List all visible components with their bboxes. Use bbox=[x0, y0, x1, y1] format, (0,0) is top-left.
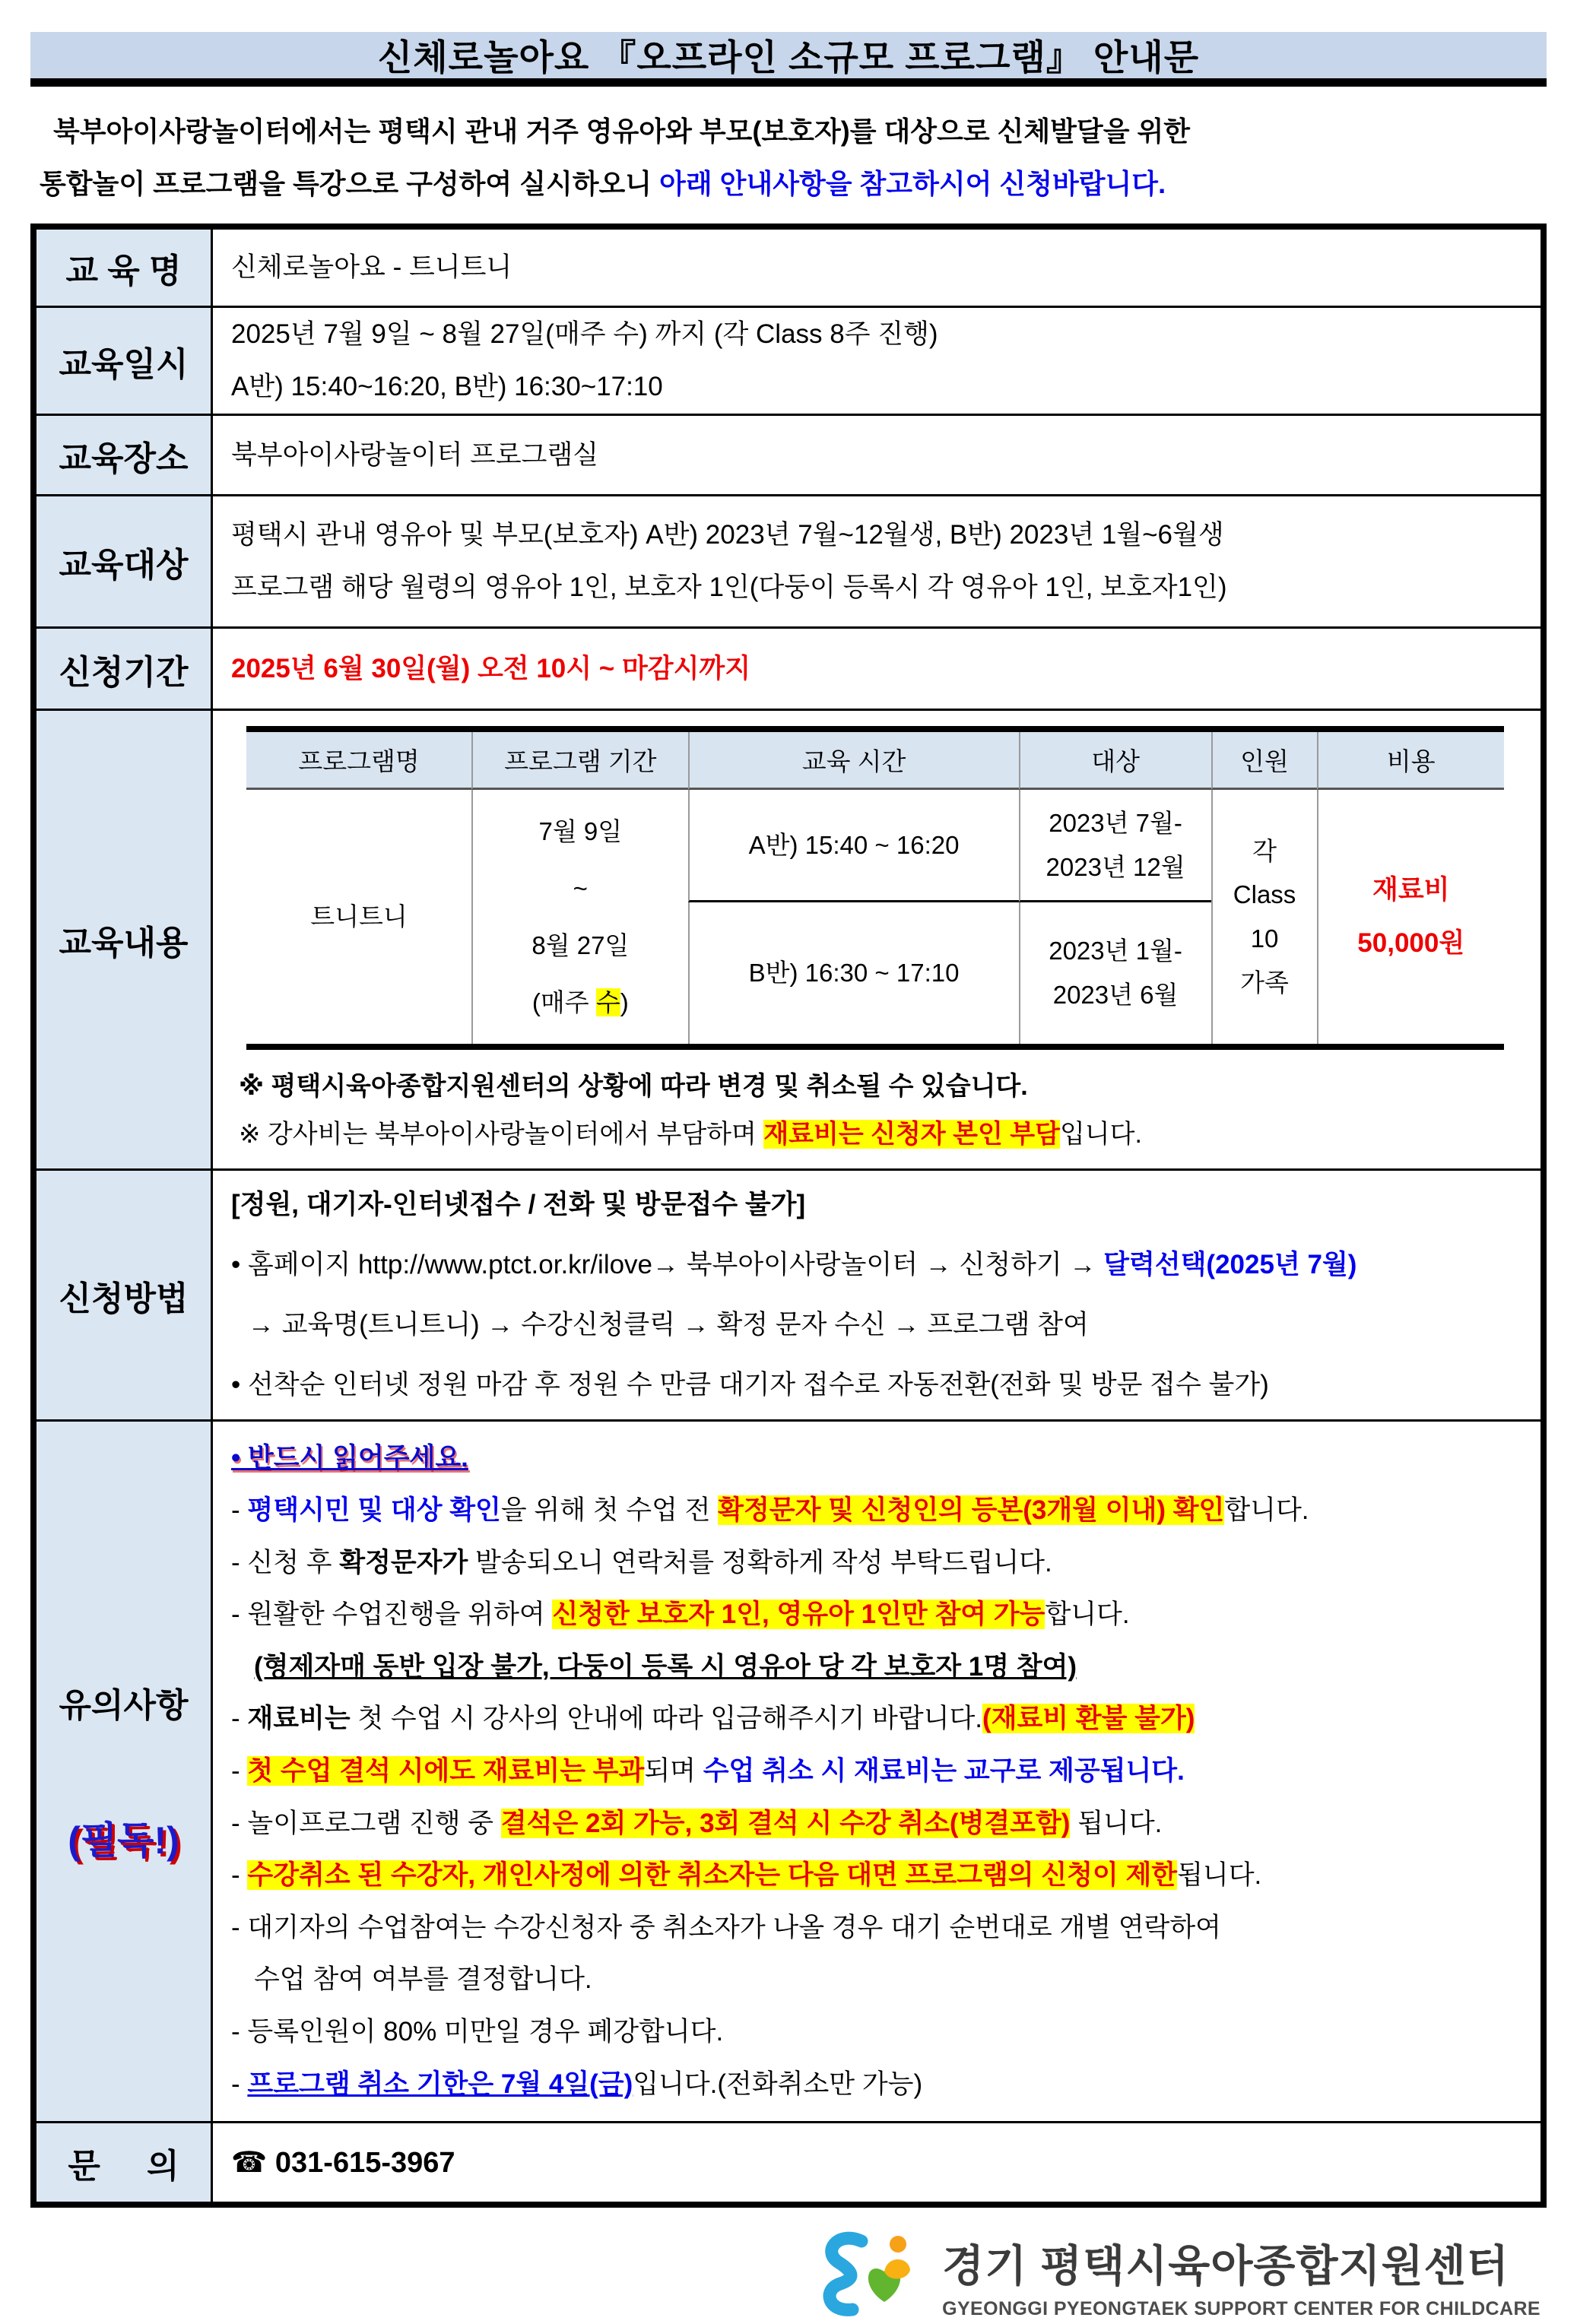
row-value-contact bbox=[213, 2123, 1541, 2202]
target-line-1: 평택시 관내 영유아 및 부모(보호자) A반) 2023년 7월~12월생, B반) 2023년 1월~6월생 bbox=[231, 520, 1224, 550]
logo-orange-body bbox=[884, 2259, 910, 2279]
program-period-weekday: (매주 수) bbox=[531, 988, 629, 1017]
intro-highlight-blue: 아래 안내사항을 참고하시어 신청바랍니다. bbox=[659, 168, 1166, 200]
logo-orange-head bbox=[890, 2236, 906, 2253]
row-label-education-content: 교육내용 bbox=[36, 711, 213, 1168]
notice-item-1: - 평택시민 및 대상 확인을 위해 첫 수업 전 확정문자 및 신청인의 등본(3개월 이내) 확인합니다. bbox=[231, 1495, 1309, 1525]
note-2-highlight: 재료비는 신청자 본인 부담 bbox=[763, 1120, 1060, 1149]
notice-item-5: - 재료비는 첫 수업 시 강사의 안내에 따라 입금해주시기 바랍니다.(재료비 환불 불가) bbox=[231, 1704, 1195, 1734]
program-table-header-name: 프로그램명 bbox=[246, 732, 471, 790]
program-table-header-period: 프로그램 기간 bbox=[471, 732, 687, 790]
org-name-english: GYEONGGI PYEONGTAEK SUPPORT CENTER FOR CHILDCARE bbox=[942, 2298, 1541, 2320]
main-info-table bbox=[30, 224, 1547, 2208]
notice-item-3: - 원활한 수업진행을 위하여 신청한 보호자 1인, 영유아 1인만 참여 가능합니다. bbox=[231, 1600, 1130, 1630]
notice-item-8: - 수강취소 된 수강자, 개인사정에 의한 취소자는 다음 대면 프로그램의 신청이 제한됩니다. bbox=[231, 1860, 1262, 1891]
apply-line-3: → 교육명(트니트니) → 수강신청클릭 → 확정 문자 수신 → 프로그램 참여 bbox=[248, 1309, 1089, 1340]
class-a-target-cell: 2023년 7월- 2023년 12월 bbox=[1019, 790, 1211, 902]
notice-item-2: - 신청 후 확정문자가 발송되오니 연락처를 정확하게 작성 부탁드립니다. bbox=[231, 1547, 1052, 1577]
org-name-block bbox=[942, 2231, 1541, 2320]
apply-period-value: 2025년 6월 30일(월) 오전 10시 ~ 마감시까지 bbox=[231, 653, 751, 683]
row-value-apply-period bbox=[213, 629, 1541, 709]
org-logo-icon bbox=[817, 2227, 931, 2324]
intro-line-1: 북부아이사랑놀이터에서는 평택시 관내 거주 영유아와 부모(보호자)를 대상으로 신체발달을 위한 bbox=[53, 116, 1191, 147]
apply-line-1: [정원, 대기자-인터넷접수 / 전화 및 방문접수 불가] bbox=[231, 1190, 806, 1220]
row-label-education-place: 교육장소 bbox=[36, 416, 213, 494]
contact-phone: ☎ 031-615-3967 bbox=[231, 2147, 455, 2180]
page-title: 신체로놀아요 『오프라인 소규모 프로그램』 안내문 bbox=[377, 37, 1200, 78]
row-value-education-place: 북부아이사랑놀이터 프로그램실 bbox=[231, 439, 599, 470]
row-education-datetime bbox=[36, 306, 1541, 414]
program-table-header-fee: 비용 bbox=[1317, 732, 1504, 790]
logo-blue-s bbox=[830, 2238, 861, 2310]
apply-line-2: • 홈페이지 http://www.ptct.or.kr/ilove→ 북부아이사랑놀이터 → 신청하기 → 달력선택(2025년 7월) bbox=[231, 1250, 1357, 1280]
intro-paragraph bbox=[40, 105, 1537, 210]
datetime-line-1: 2025년 7월 9일 ~ 8월 27일(매주 수) 까지 (각 Class 8주 진행) bbox=[231, 319, 938, 350]
calendar-select-highlight: 달력선택(2025년 7월) bbox=[1103, 1250, 1357, 1280]
row-label-contact: 문 의 bbox=[36, 2123, 213, 2202]
program-name-cell: 트니트니 bbox=[310, 902, 408, 931]
row-label-education-datetime: 교육일시 bbox=[36, 308, 213, 414]
row-value-education-target bbox=[213, 496, 1541, 626]
row-value-education-datetime bbox=[213, 308, 1541, 414]
row-value-apply-method bbox=[213, 1171, 1541, 1419]
title-bar bbox=[30, 32, 1547, 87]
class-a-time-cell: A반) 15:40 ~ 16:20 bbox=[688, 790, 1019, 902]
notice-item-7: - 놀이프로그램 진행 중 결석은 2회 가능, 3회 결석 시 수강 취소(병결포함) 됩니다. bbox=[231, 1808, 1163, 1838]
footer bbox=[30, 2227, 1541, 2324]
target-line-2: 프로그램 해당 월령의 영유아 1인, 보호자 1인(다둥이 등록시 각 영유아 1인, 보호자1인) bbox=[231, 572, 1227, 602]
program-table bbox=[246, 726, 1504, 1050]
class-b-target-cell: 2023년 1월- 2023년 6월 bbox=[1019, 902, 1211, 1044]
row-education-place bbox=[36, 414, 1541, 494]
notice-label-main: 유의사항 bbox=[59, 1687, 189, 1725]
intro-line-2: 통합놀이 프로그램을 특강으로 구성하여 실시하오니 아래 안내사항을 참고하시어 신청바랍니다. bbox=[40, 168, 1166, 200]
datetime-line-2: A반) 15:40~16:20, B반) 16:30~17:10 bbox=[231, 371, 663, 401]
row-apply-method bbox=[36, 1168, 1541, 1419]
notice-item-4: (형제자매 동반 입장 불가, 다둥이 등록 시 영유아 당 각 보호자 1명 참여) bbox=[254, 1651, 1077, 1682]
row-value-notice bbox=[213, 1422, 1541, 2121]
org-name-korean: 경기 평택시육아종합지원센터 bbox=[942, 2242, 1509, 2291]
row-value-education-content bbox=[213, 711, 1541, 1168]
program-table-header-target: 대상 bbox=[1019, 732, 1211, 790]
content-note-1: ※ 평택시육아종합지원센터의 상황에 따라 변경 및 취소될 수 있습니다. bbox=[239, 1072, 1028, 1102]
row-label-education-target: 교육대상 bbox=[36, 496, 213, 626]
row-label-apply-period: 신청기간 bbox=[36, 629, 213, 709]
weekday-highlight: 수 bbox=[595, 988, 620, 1017]
row-education-name bbox=[36, 230, 1541, 306]
notice-item-10: - 등록인원이 80% 미만일 경우 폐강합니다. bbox=[231, 2016, 724, 2047]
notice-item-6: - 첫 수업 결석 시에도 재료비는 부과되며 수업 취소 시 재료비는 교구로 제공됩니다. bbox=[231, 1755, 1185, 1786]
program-table-header-time: 교육 시간 bbox=[688, 732, 1019, 790]
class-b-time-cell: B반) 16:30 ~ 17:10 bbox=[688, 902, 1019, 1044]
content-note-2: ※ 강사비는 북부아이사랑놀이터에서 부담하며 재료비는 신청자 본인 부담입니다. bbox=[239, 1120, 1142, 1149]
row-contact bbox=[36, 2121, 1541, 2202]
row-value-education-name: 신체로놀아요 - 트니트니 bbox=[231, 252, 512, 283]
notice-item-9-cont: 수업 참여 여부를 결정합니다. bbox=[254, 1964, 592, 1995]
fee-cell: 재료비 50,000원 bbox=[1317, 790, 1504, 1044]
row-label-notice bbox=[36, 1422, 213, 2121]
notice-label-must-read: (필독!) bbox=[68, 1819, 179, 1863]
capacity-cell: 각 Class 10 가족 bbox=[1211, 790, 1317, 1044]
apply-line-4: • 선착순 인터넷 정원 마감 후 정원 수 만큼 대기자 접수로 자동전환(전화 및 방문 접수 불가) bbox=[231, 1369, 1269, 1400]
notice-item-11: - 프로그램 취소 기한은 7월 4일(금)입니다.(전화취소만 가능) bbox=[231, 2069, 923, 2099]
row-apply-period bbox=[36, 626, 1541, 709]
row-label-apply-method: 신청방법 bbox=[36, 1171, 213, 1419]
row-notice bbox=[36, 1419, 1541, 2121]
row-label-education-name: 교 육 명 bbox=[36, 230, 213, 306]
notice-head: • 반드시 읽어주세요. bbox=[231, 1443, 468, 1473]
row-education-target bbox=[36, 494, 1541, 626]
program-table-header-capacity: 인원 bbox=[1211, 732, 1317, 790]
notice-item-9: - 대기자의 수업참여는 수강신청자 중 취소자가 나올 경우 대기 순번대로 개별 연락하여 bbox=[231, 1912, 1221, 1942]
program-period-cell: 7월 9일 ~ 8월 27일 (매주 수) bbox=[471, 790, 687, 1044]
row-education-content bbox=[36, 709, 1541, 1168]
